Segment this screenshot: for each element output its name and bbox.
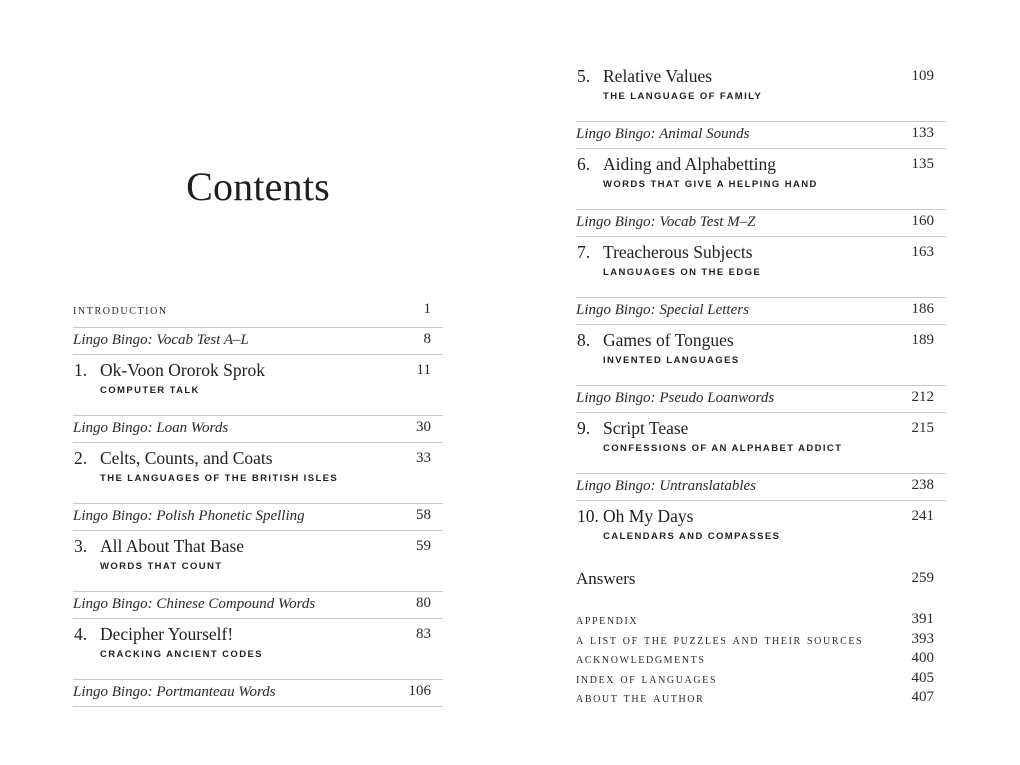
toc-entry-answers[interactable] bbox=[576, 562, 946, 599]
toc-entry-chapter[interactable] bbox=[576, 413, 946, 474]
chapter-number: 10. bbox=[577, 506, 599, 526]
page-number: 400 bbox=[911, 650, 934, 666]
chapter-number: 4. bbox=[74, 624, 88, 644]
entry-label: Lingo Bingo: Polish Phonetic Spelling bbox=[73, 508, 305, 524]
chapter-title: Games of Tongues bbox=[603, 330, 734, 350]
page-number: 33 bbox=[416, 450, 431, 466]
chapter-subtitle: THE LANGUAGES OF THE BRITISH ISLES bbox=[100, 473, 339, 484]
chapter-number: 7. bbox=[577, 242, 591, 262]
toc-entry-appendix[interactable] bbox=[576, 611, 946, 631]
toc-entry-about-the-author[interactable] bbox=[576, 689, 946, 709]
chapter-subtitle: LANGUAGES ON THE EDGE bbox=[603, 267, 762, 278]
toc-entry-puzzle-sources[interactable] bbox=[576, 631, 946, 651]
entry-label: acknowledgments bbox=[576, 651, 706, 667]
chapter-number: 2. bbox=[74, 448, 88, 468]
page-number: 30 bbox=[416, 419, 431, 435]
entry-label: Lingo Bingo: Chinese Compound Words bbox=[73, 596, 316, 612]
toc-entry-interlude[interactable] bbox=[73, 592, 443, 619]
entry-label: about the author bbox=[576, 690, 705, 706]
chapter-number: 3. bbox=[74, 536, 88, 556]
entry-label: Lingo Bingo: Loan Words bbox=[73, 420, 229, 436]
page-number: 80 bbox=[416, 595, 431, 611]
page-number: 83 bbox=[416, 626, 431, 642]
entry-label: introduction bbox=[73, 302, 168, 318]
toc-entry-interlude[interactable] bbox=[576, 298, 946, 325]
toc-entry-interlude[interactable] bbox=[73, 504, 443, 531]
toc-left-column bbox=[73, 293, 443, 707]
entry-label: index of languages bbox=[576, 670, 718, 687]
toc-entry-interlude[interactable] bbox=[73, 680, 443, 707]
page-title: Contents bbox=[186, 163, 330, 209]
entry-label: Lingo Bingo: Portmanteau Words bbox=[73, 684, 276, 700]
entry-label: Lingo Bingo: Pseudo Loanwords bbox=[576, 390, 775, 406]
page-number: 189 bbox=[911, 332, 934, 348]
toc-entry-interlude[interactable] bbox=[576, 386, 946, 413]
entry-label: Lingo Bingo: Vocab Test M–Z bbox=[576, 214, 756, 230]
entry-label: a list of the puzzles and their sources bbox=[576, 631, 864, 648]
entry-label: Lingo Bingo: Vocab Test A–L bbox=[73, 332, 249, 348]
toc-right-column bbox=[576, 61, 946, 709]
chapter-subtitle: CONFESSIONS OF AN ALPHABET ADDICT bbox=[603, 443, 843, 454]
toc-entry-interlude[interactable] bbox=[576, 210, 946, 237]
chapter-number: 8. bbox=[577, 330, 591, 350]
page-number: 8 bbox=[423, 331, 431, 347]
page-number: 241 bbox=[911, 508, 934, 524]
page-number: 163 bbox=[911, 244, 934, 260]
page-number: 212 bbox=[911, 389, 934, 405]
toc-entry-interlude[interactable] bbox=[576, 122, 946, 149]
toc-entry-chapter[interactable] bbox=[73, 355, 443, 416]
page-number: 393 bbox=[911, 630, 934, 647]
toc-entry-chapter[interactable] bbox=[576, 501, 946, 562]
chapter-title: Ok-Voon Ororok Sprok bbox=[100, 360, 265, 380]
page-number: 160 bbox=[911, 213, 934, 229]
toc-entry-acknowledgments[interactable] bbox=[576, 650, 946, 670]
page-number: 391 bbox=[911, 611, 934, 627]
toc-entry-chapter[interactable] bbox=[73, 619, 443, 680]
chapter-number: 6. bbox=[577, 154, 591, 174]
chapter-subtitle: WORDS THAT GIVE A HELPING HAND bbox=[603, 179, 818, 190]
page-number: 407 bbox=[911, 689, 934, 705]
toc-entry-chapter[interactable] bbox=[576, 237, 946, 298]
entry-label: Lingo Bingo: Animal Sounds bbox=[576, 126, 750, 142]
toc-entry-interlude[interactable] bbox=[73, 328, 443, 355]
page-number: 135 bbox=[911, 156, 934, 172]
chapter-subtitle: CRACKING ANCIENT CODES bbox=[100, 649, 263, 660]
chapter-subtitle: THE LANGUAGE OF FAMILY bbox=[603, 91, 763, 102]
page-number: 215 bbox=[911, 420, 934, 436]
page-number: 106 bbox=[408, 683, 431, 699]
chapter-number: 1. bbox=[74, 360, 88, 380]
page-number: 11 bbox=[416, 362, 431, 378]
toc-entry-introduction[interactable] bbox=[73, 293, 443, 328]
toc-spacer bbox=[576, 599, 946, 611]
toc-entry-chapter[interactable] bbox=[73, 443, 443, 504]
page-number: 1 bbox=[423, 301, 431, 317]
page-number: 109 bbox=[911, 68, 934, 84]
chapter-subtitle: WORDS THAT COUNT bbox=[100, 561, 223, 572]
page-number: 405 bbox=[911, 669, 934, 686]
toc-entry-interlude[interactable] bbox=[73, 416, 443, 443]
page-number: 133 bbox=[911, 125, 934, 141]
chapter-title: Script Tease bbox=[603, 418, 689, 438]
page-number: 259 bbox=[911, 570, 934, 586]
chapter-subtitle: COMPUTER TALK bbox=[100, 385, 200, 396]
toc-entry-chapter[interactable] bbox=[576, 149, 946, 210]
chapter-number: 9. bbox=[577, 418, 591, 438]
page-number: 186 bbox=[911, 301, 934, 317]
chapter-number: 5. bbox=[577, 66, 591, 86]
entry-label: appendix bbox=[576, 612, 639, 628]
chapter-title: All About That Base bbox=[100, 536, 245, 556]
chapter-title: Treacherous Subjects bbox=[603, 242, 753, 262]
chapter-title: Oh My Days bbox=[603, 506, 694, 526]
entry-label: Answers bbox=[576, 569, 636, 588]
toc-entry-chapter[interactable] bbox=[576, 61, 946, 122]
toc-entry-chapter[interactable] bbox=[73, 531, 443, 592]
page-number: 59 bbox=[416, 538, 431, 554]
entry-label: Lingo Bingo: Special Letters bbox=[576, 302, 749, 318]
chapter-title: Decipher Yourself! bbox=[100, 624, 234, 644]
toc-entry-interlude[interactable] bbox=[576, 474, 946, 501]
page-number: 58 bbox=[416, 507, 431, 523]
chapter-subtitle: CALENDARS AND COMPASSES bbox=[603, 531, 781, 542]
chapter-title: Relative Values bbox=[603, 66, 713, 86]
chapter-title: Celts, Counts, and Coats bbox=[100, 448, 273, 468]
page-number: 238 bbox=[911, 477, 934, 493]
chapter-title: Aiding and Alphabetting bbox=[603, 154, 777, 174]
chapter-subtitle: INVENTED LANGUAGES bbox=[603, 355, 740, 366]
entry-label: Lingo Bingo: Untranslatables bbox=[576, 478, 757, 494]
toc-entry-chapter[interactable] bbox=[576, 325, 946, 386]
toc-entry-index-of-languages[interactable] bbox=[576, 670, 946, 690]
